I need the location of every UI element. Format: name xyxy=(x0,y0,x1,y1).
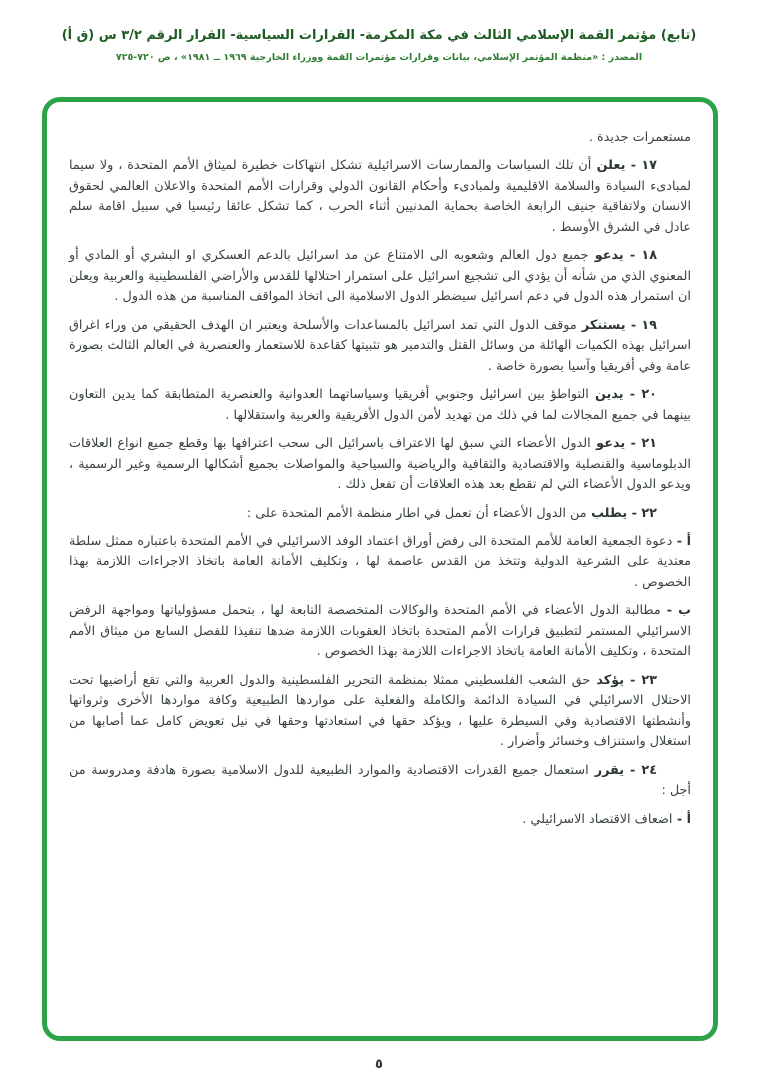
paragraph xyxy=(69,316,691,377)
paragraph-lead: أ - xyxy=(672,533,692,549)
source-line: المصدر : «منظمة المؤتمر الإسلامي، بيانات وقرارات مؤتمرات القمة ووزراء الخارجية ١٩٦٩ ــ ١٩٨١» ، ص ٧٢٠-٧٢٥ xyxy=(115,51,643,63)
paragraph xyxy=(69,434,691,495)
paragraph xyxy=(69,601,691,662)
paragraph-lead: ٢٣ - يؤكد xyxy=(590,672,657,688)
document-title: (تابع) مؤتمر القمة الإسلامي الثالث في مكة المكرمة- القرارات السياسية- القرار الرقم ٣/٢ س (ق أ) xyxy=(61,28,697,43)
paragraph-lead: ١٧ - يعلن xyxy=(591,158,657,174)
paragraph-text: حق الشعب الفلسطيني ممثلا بمنظمة التحرير الفلسطينية والدول العربية والتي تقع أراضيها تحت الاحتلال الاسرائيلي في السيادة الدائمة والكاملة والفعلية على مواردها الطبيعية وكافة مواردها الأخرى وثرواتها وأنشطتها الاقتصادية وفي السيطرة عليها ، ويؤكد حقها في استعادتها وحقها في نيل تعويض كامل عما أصابها من استغلال واستنزاف وخسائر وأضرار . xyxy=(69,672,691,750)
paragraph-text: استعمال جميع القدرات الاقتصادية والموارد الطبيعية للدول الاسلامية بصورة هادفة ومدروسة من أجل : xyxy=(69,762,691,799)
paragraph-lead: أ - xyxy=(672,811,691,827)
paragraph-lead: ٢٢ - يطلب xyxy=(586,505,657,521)
content-frame xyxy=(42,97,718,1041)
paragraph-lead: ب - xyxy=(660,603,691,619)
document-body xyxy=(69,128,691,830)
paragraph-lead: ٢٤ - يقرر xyxy=(588,762,658,778)
paragraph-text: مطالبة الدول الأعضاء في الأمم المتحدة والوكالات المتخصصة التابعة لها ، بتحمل مسؤولياتها ومواجهة الرفض الاسرائيلي المستمر لتطبيق قرارات الأمم المتحدة باتخاذ العقوبات اللازمة ضدها تنفيذا للفصل السابع من ميثاق الأمم المتحدة ، وتكليف الأمانة العامة باتخاذ الاجراءات اللازمة بهذا الخصوص . xyxy=(69,603,691,660)
paragraph-text: جميع دول العالم وشعوبه الى الامتناع عن مد اسرائيل بالدعم العسكري او البشري أو المادي أو المعنوي الذي من شأنه أن يؤدي الى تشجيع اسرائيل على استمرار احتلالها للقدس والأراضي الفلسطينية والعربية ويعلن ان استمرار هذه الدول في دعم اسرائيل سيضطر الدول الاسلامية الى اتخاذ المواقف المناسبة من هذه الدول . xyxy=(69,248,691,305)
paragraph xyxy=(69,246,691,307)
paragraph xyxy=(69,128,691,148)
paragraph xyxy=(69,385,691,426)
paragraph-text: الدول الأعضاء التي سبق لها الاعتراف باسرائيل الى سحب اعترافها بها وقطع جميع انواع العلاقات الدبلوماسية والقنصلية والاقتصادية والثقافية والرياضية والسياحية والمواصلات بجميع أشكالها الرسمية وغير الرسمية ، ويدعو الدول الأعضاء التي لم تقطع بعد هذه العلاقات أن تفعل ذلك . xyxy=(69,436,691,493)
paragraph-lead: ١٩ - يستنكر xyxy=(576,317,657,333)
page-number: ٥ xyxy=(375,1057,383,1072)
document-header xyxy=(0,0,758,63)
paragraph-text: اضعاف الاقتصاد الاسرائيلي . xyxy=(522,811,673,827)
paragraph xyxy=(69,810,691,830)
paragraph xyxy=(69,156,691,238)
paragraph xyxy=(69,504,691,524)
paragraph-text: مستعمرات جديدة . xyxy=(588,130,691,145)
paragraph-text: موقف الدول التي تمد اسرائيل بالمساعدات والأسلحة ويعتبر ان الهدف الحقيقي من وراء اغراق اسرائيل بهذه الكميات الهائلة من وسائل القتل والتدمير هو تثبيتها كقاعدة للاستعمار والعنصرية في العالم الثالث بصورة عامة وفي أفريقيا وآسيا بصورة خاصة . xyxy=(69,317,691,374)
paragraph-text: دعوة الجمعية العامة للأمم المتحدة الى رفض أوراق اعتماد الوفد الاسرائيلي في الأمم المتحدة باعتباره ممثل سلطة معتدية على الشرعية الدولية وتتخذ من القدس عاصمة لها ، وتكليف الأمانة العامة باتخاذ الاجراءات اللازمة بهذا الخصوص . xyxy=(69,533,691,590)
paragraph-text: أن تلك السياسات والممارسات الاسرائيلية تشكل انتهاكات خطيرة لميثاق الأمم المتحدة ، ولا سيما لمبادىء السيادة والسلامة الاقليمية ولمبادىء وأحكام القانون الدولي وقرارات الأمم المتحدة والاعلان العالمي لحقوق الانسان ولاتفاقية جنيف الرابعة الخاصة بحماية المدنيين أثناء الحرب ، كما تشكل عائقا رئيسيا في سبيل اقامة سلم عادل في الشرق الأوسط . xyxy=(69,158,691,235)
paragraph xyxy=(69,761,691,802)
paragraph-lead: ١٨ - يدعو xyxy=(588,248,658,264)
paragraph xyxy=(69,671,691,753)
paragraph-lead: ٢١ - يدعو xyxy=(590,436,657,452)
paragraph-text: التواطؤ بين اسرائيل وجنوبي أفريقيا وسياساتهما العدوانية والعنصرية المتطابقة كما يدين التعاون بينهما في جميع المجالات لما في ذلك من تهديد لأمن الدول الأفريقية والعربية واستقلالها . xyxy=(69,387,691,423)
paragraph-text: من الدول الأعضاء أن تعمل في اطار منظمة الأمم المتحدة على : xyxy=(246,505,587,521)
paragraph xyxy=(69,532,691,593)
paragraph-lead: ٢٠ - يدين xyxy=(588,387,657,403)
